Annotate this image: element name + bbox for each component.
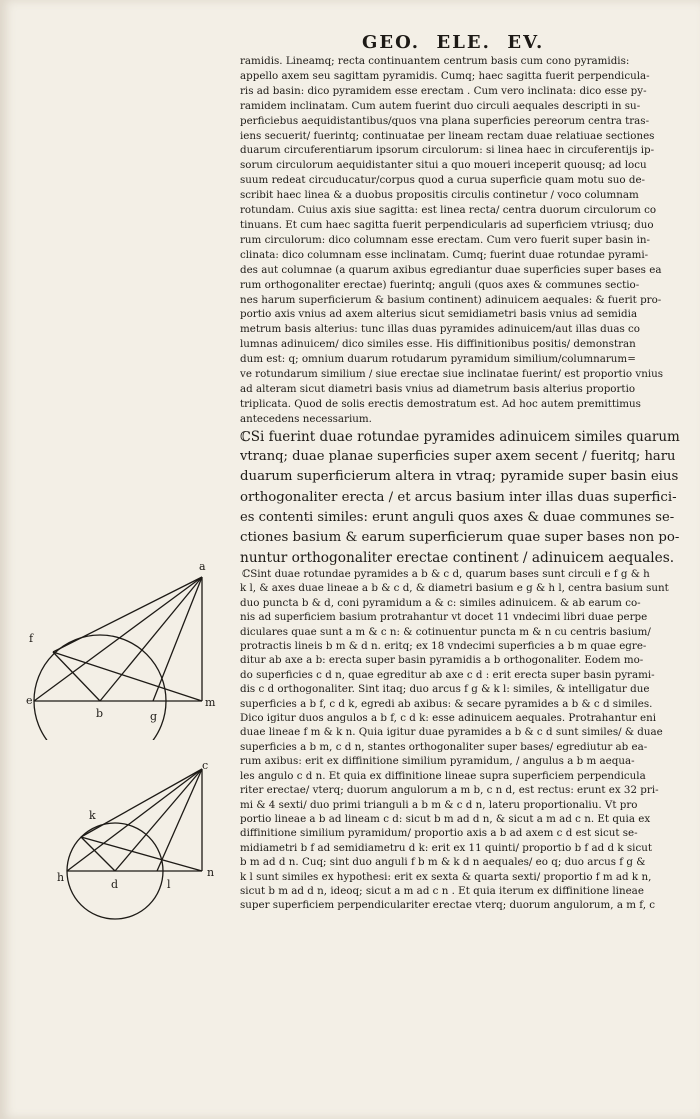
upper-axis-ab xyxy=(100,577,202,701)
demonstration-line: rum axibus: erit ex diffinitione similium pyramidum, / angulus a b m aequa- xyxy=(240,755,635,768)
definitions-line: metrum basis alterius: tunc illas duas pyramides adinuicem/aut illas duas co xyxy=(240,323,641,336)
definitions-line: ris ad basin: dico pyramidem esse erectam . Cum vero inclinata: dico esse py- xyxy=(240,84,647,97)
demonstration-line: super superficiem perpendiculariter erectae vterq; duorum angulorum, a m f, c xyxy=(240,899,656,912)
proposition-line: nuntur orthogonaliter erectae continent / adinuicem aequales. xyxy=(240,550,675,567)
demonstration-line: mi & 4 sexti/ duo primi trianguli a b m & c d n, lateru proportionaliu. Vt pro xyxy=(240,798,638,811)
demonstration-line: nis ad superficiem basium protrahantur vt docet 11 vndecimi libri duae perpe xyxy=(240,611,648,624)
proposition-line: ctiones basium & earum superficierum quae super bases non po- xyxy=(240,530,680,546)
definitions-line: clinata: dico columnam esse inclinatam. Cumq; fuerint duae rotundae pyrami- xyxy=(240,248,649,261)
lower-label-d: d xyxy=(111,878,119,891)
demonstration-line: b m ad d n. Cuq; sint duo anguli f b m & k d n aequales/ eo q; duo arcus f g & xyxy=(240,856,646,869)
proposition-line: ℂSi fuerint duae rotundae pyramides adinuicem similes quarum xyxy=(240,429,680,445)
definitions-line: ad alteram sicut diametri basis vnius ad diametrum basis alterius proportio xyxy=(240,382,636,395)
demonstration-line: superficies a b f, c d k, egredi ab axibus: & secare pyramides a b & c d similes. xyxy=(240,697,653,710)
definitions-line: perficiebus aequidistantibus/quos vna plana superficies pereorum centra tras- xyxy=(240,114,650,127)
upper-label-m: m xyxy=(205,696,216,709)
demonstration-line: portio lineae a b ad lineam c d: sicut b m ad d n, & sicut a m ad c n. Et quia ex xyxy=(240,812,651,825)
definitions-line: tinuans. Et cum haec sagitta fuerit perpendicularis ad superficiem vtriusq; duo xyxy=(240,218,654,231)
proposition-line: duarum superficierum altera in vtraq; pyramide super basin eius xyxy=(240,469,679,485)
upper-label-e: e xyxy=(26,694,33,707)
upper-label-g: g xyxy=(150,710,158,723)
definitions-line: dum est: q; omnium duarum rotudarum pyramidum similium/columnarum= xyxy=(240,353,636,366)
lower-line-kn xyxy=(81,837,202,871)
lower-label-l: l xyxy=(167,878,171,891)
demonstration-line: les angulo c d n. Et quia ex diffinitione lineae supra superficiem perpendicula xyxy=(240,769,646,782)
lower-label-c: c xyxy=(202,759,209,772)
definitions-line: sorum circulorum aequidistanter situi a quo moueri inceperit quousq; ad locu xyxy=(240,159,647,172)
definitions-line: scribit haec linea & a duobus propositis circulis continetur / voco columnam xyxy=(240,189,639,202)
demonstration-line: sicut b m ad d n, ideoq; sicut a m ad c n . Et quia iterum ex diffinitione lineae xyxy=(240,884,644,897)
demonstration-line: do superficies c d n, quae egreditur ab axe c d : erit erecta super basin pyrami- xyxy=(240,668,655,681)
lower-line-ch xyxy=(67,769,202,871)
proposition-line: orthogonaliter erecta / et arcus basium inter illas duas superfici- xyxy=(240,489,677,505)
definitions-paragraph xyxy=(240,54,680,427)
definitions-line: triplicata. Quod de solis erectis demostratum est. Ad hoc autem premittimus xyxy=(240,397,641,410)
demonstration-line: midiametri b f ad semidiametru d k: erit ex 11 quinti/ proportio b f ad d k sicut xyxy=(240,841,653,854)
demonstration-line: riter erectae/ vterq; duorum angulorum a m b, c n d, est rectus: erunt ex 32 pri- xyxy=(240,784,659,797)
definitions-line: rum orthogonaliter erectae) fuerintq; anguli (quos axes & communes sectio- xyxy=(240,278,640,291)
definitions-line: portio axis vnius ad axem alterius sicut semidiametri basis vnius ad semidia xyxy=(240,308,638,321)
definitions-line: des aut columnae (a quarum axibus egrediantur duae superficies super bases ea xyxy=(240,263,662,276)
upper-label-b: b xyxy=(96,707,104,720)
proposition-line: es contenti similes: erunt anguli quos axes & duae communes se- xyxy=(240,509,675,525)
definitions-line: rotundam. Cuius axis siue sagitta: est linea recta/ centra duorum circulorum co xyxy=(240,204,657,217)
definitions-line: appello axem seu sagittam pyramidis. Cumq; haec sagitta fuerit perpendicula- xyxy=(240,69,650,82)
definitions-line: iens secuerit/ fuerintq; continuatae per lineam rectam duae relatiuae sectiones xyxy=(240,129,655,142)
demonstration-line: diculares quae sunt a m & c n: & cotinuentur puncta m & n cu centris basium/ xyxy=(240,625,651,638)
demonstration-line: ℂSint duae rotundae pyramides a b & c d, quarum bases sunt circuli e f g & h xyxy=(242,568,650,580)
demonstration-line: duae lineae f m & k n. Quia igitur duae pyramides a b & c d sunt similes/ & duae xyxy=(240,726,663,739)
upper-line-ae xyxy=(34,577,202,701)
demonstration-line: protractis lineis b m & d n. eritq; ex 18 vndecimi superficies a b m quae egre- xyxy=(240,640,647,653)
lower-label-k: k xyxy=(89,809,96,822)
definitions-line: ramidem inclinatam. Cum autem fuerint duo circuli aequales descripti in su- xyxy=(240,99,641,112)
running-head: GEO. ELE. EV. xyxy=(362,32,545,53)
definitions-line: lumnas adinuicem/ dico similes esse. His diffinitionibus positis/ demonstran xyxy=(240,338,636,351)
demonstration-line: dis c d orthogonaliter. Sint itaq; duo arcus f g & k l: similes, & intelligatur due xyxy=(240,683,650,696)
lower-line-cl xyxy=(157,769,202,871)
lower-line-ck xyxy=(81,769,202,837)
upper-line-fm xyxy=(53,652,202,701)
lower-pyramid-figure xyxy=(55,757,240,922)
demonstration-line: k l, & axes duae lineae a b & c d, & diametri basium e g & h l, centra basium sunt xyxy=(240,582,669,595)
demonstration-paragraph xyxy=(240,567,680,913)
upper-base-circle xyxy=(34,635,166,740)
lower-axis-cd xyxy=(115,769,202,871)
definitions-line: suum redeat circuducatur/corpus quod a curua superficie quam motu suo de- xyxy=(240,174,646,187)
definitions-line: antecedens necessarium. xyxy=(240,412,372,425)
demonstration-line: diffinitione similium pyramidum/ proportio axis a b ad axem c d est sicut se- xyxy=(240,827,638,840)
lower-label-h: h xyxy=(57,871,65,884)
proposition-line: vtranq; duae planae superficies super axem secent / fueritq; haru xyxy=(240,449,676,465)
lower-label-n: n xyxy=(207,866,215,879)
upper-label-a: a xyxy=(199,560,206,573)
upper-pyramid-figure xyxy=(25,555,240,740)
proposition-paragraph xyxy=(240,427,680,568)
definitions-line: nes harum superficierum & basium continent) adinuicem aequales: & fuerit pro- xyxy=(240,293,662,306)
definitions-line: rum circulorum: dico columnam esse erectam. Cum vero fuerit super basin in- xyxy=(240,233,651,246)
demonstration-line: ditur ab axe a b: erecta super basin pyramidis a b orthogonaliter. Eodem mo- xyxy=(240,654,644,667)
definitions-line: duarum circuferentiarum ipsorum circulorum: si linea haec in circuferentijs ip- xyxy=(240,144,655,157)
upper-label-f: f xyxy=(29,632,34,645)
demonstration-line: Dico igitur duos angulos a b f, c d k: esse adinuicem aequales. Protrahantur eni xyxy=(240,712,657,725)
definitions-line: ve rotundarum similium / siue erectae siue inclinatae fuerint/ est proportio vnius xyxy=(240,368,664,381)
definitions-line: ramidis. Lineamq; recta continuantem centrum basis cum cono pyramidis: xyxy=(240,55,630,67)
demonstration-line: k l sunt similes ex hypothesi: erit ex sexta & quarta sexti/ proportio f m ad k n, xyxy=(240,870,652,883)
demonstration-line: duo puncta b & d, coni pyramidum a & c: similes adinuicem. & ab earum co- xyxy=(240,596,641,609)
demonstration-line: superficies a b m, c d n, stantes orthogonaliter super bases/ egrediutur ab ea- xyxy=(240,740,648,753)
